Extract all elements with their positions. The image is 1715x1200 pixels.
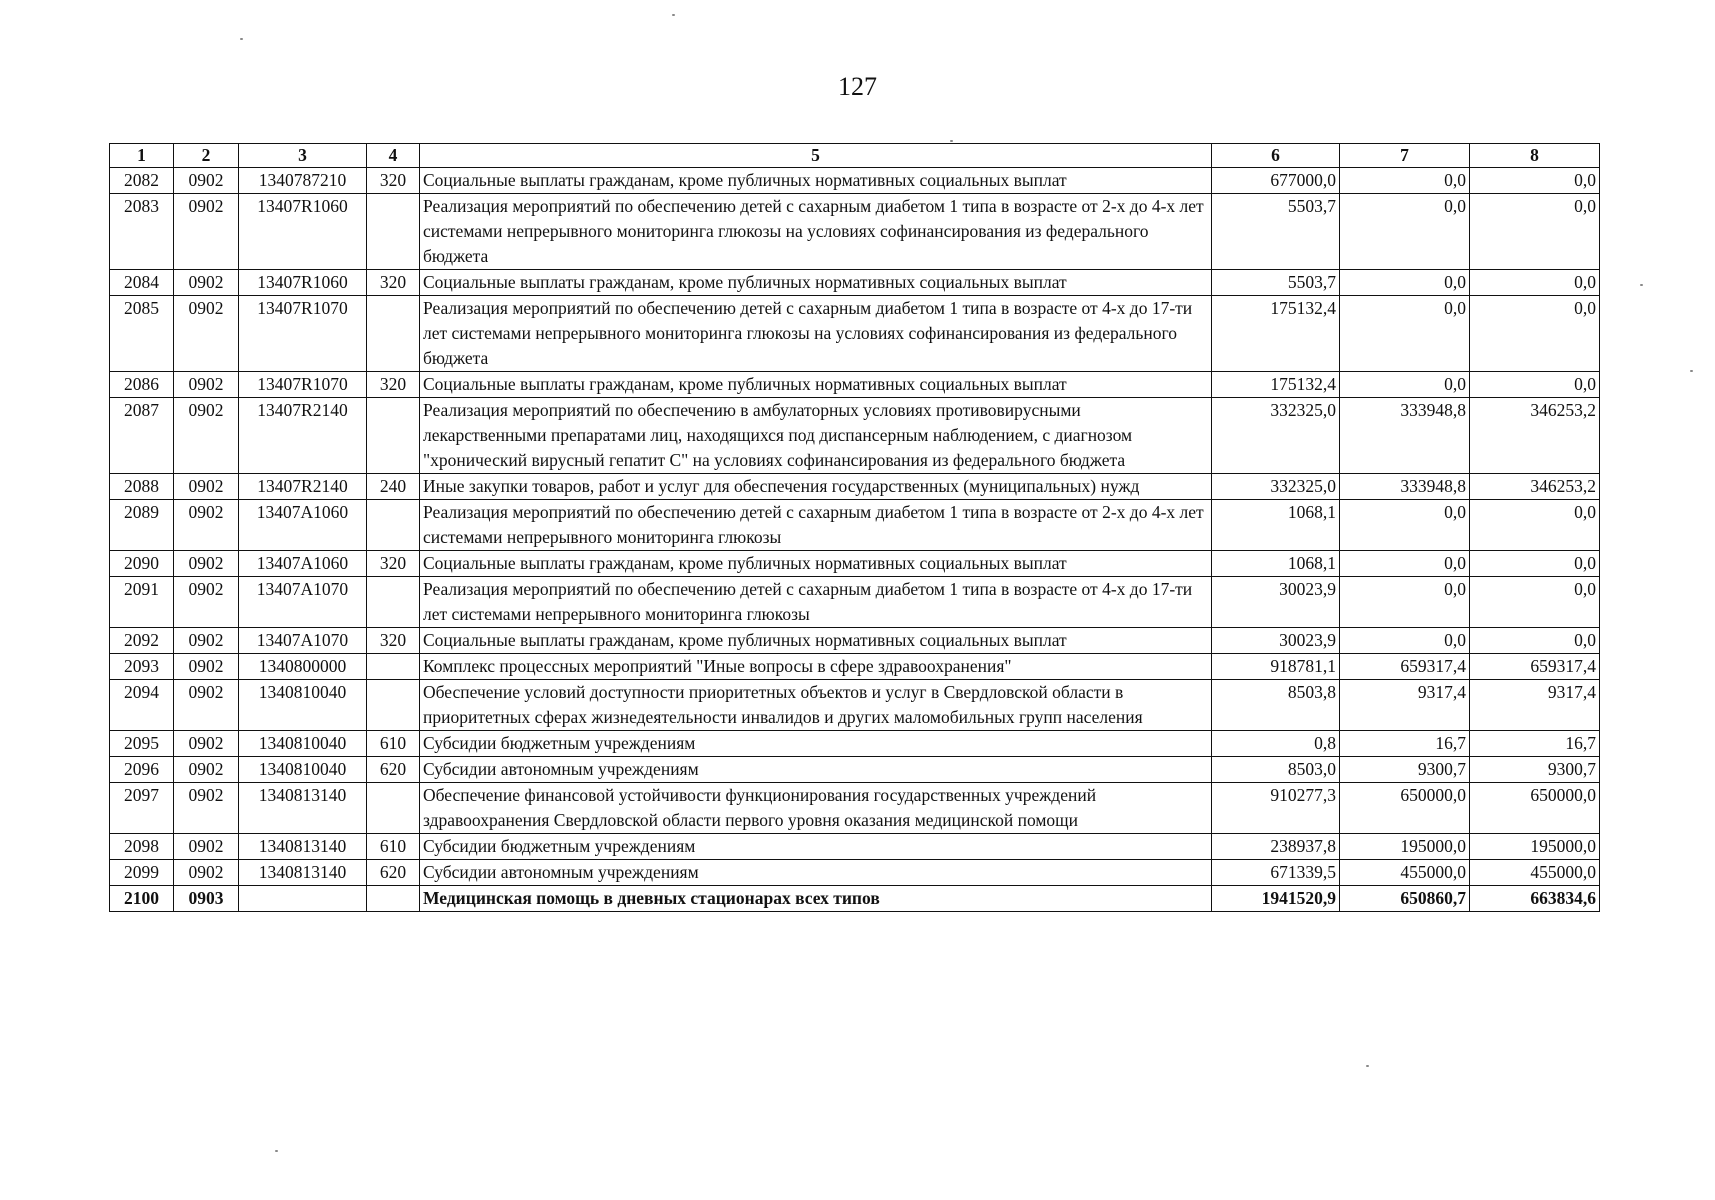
table-row: [110, 500, 1600, 551]
amount-year2-cell: 9300,7: [1340, 757, 1470, 783]
description-cell: Социальные выплаты гражданам, кроме публичных нормативных социальных выплат: [420, 168, 1212, 194]
description-cell: Субсидии автономным учреждениям: [420, 860, 1212, 886]
target-code-cell: 13407A1060: [239, 500, 367, 551]
amount-year2-cell: 0,0: [1340, 168, 1470, 194]
column-header: 3: [239, 144, 367, 168]
expense-kind-cell: [367, 783, 420, 834]
description-cell: Реализация мероприятий по обеспечению детей с сахарным диабетом 1 типа в возрасте от 2-х до 4-х лет системами непрерывного мониторинга глюкозы: [420, 500, 1212, 551]
expense-kind-cell: [367, 296, 420, 372]
expense-kind-cell: 320: [367, 168, 420, 194]
scan-speck: [950, 140, 953, 142]
amount-year3-cell: 663834,6: [1470, 886, 1600, 912]
target-code-cell: 1340810040: [239, 680, 367, 731]
amount-year3-cell: 16,7: [1470, 731, 1600, 757]
amount-year3-cell: 346253,2: [1470, 474, 1600, 500]
expense-kind-cell: 610: [367, 834, 420, 860]
amount-year2-cell: 659317,4: [1340, 654, 1470, 680]
amount-year3-cell: 650000,0: [1470, 783, 1600, 834]
amount-year2-cell: 9317,4: [1340, 680, 1470, 731]
target-code-cell: 13407A1060: [239, 551, 367, 577]
description-cell: Обеспечение условий доступности приоритетных объектов и услуг в Свердловской области в приоритетных сферах жизнедеятельности инвалидов и других маломобильных групп населения: [420, 680, 1212, 731]
amount-year2-cell: 0,0: [1340, 577, 1470, 628]
section-code-cell: 0903: [174, 886, 239, 912]
expense-kind-cell: 320: [367, 551, 420, 577]
column-header: 1: [110, 144, 174, 168]
amount-year3-cell: 0,0: [1470, 500, 1600, 551]
target-code-cell: 1340813140: [239, 783, 367, 834]
amount-year2-cell: 333948,8: [1340, 474, 1470, 500]
scan-speck: [1640, 284, 1643, 286]
amount-year1-cell: 5503,7: [1212, 194, 1340, 270]
row-number-cell: 2084: [110, 270, 174, 296]
column-header: 5: [420, 144, 1212, 168]
row-number-cell: 2090: [110, 551, 174, 577]
target-code-cell: [239, 886, 367, 912]
amount-year2-cell: 333948,8: [1340, 398, 1470, 474]
description-cell: Реализация мероприятий по обеспечению детей с сахарным диабетом 1 типа в возрасте от 2-х до 4-х лет системами непрерывного мониторинга глюкозы на условиях софинансирования из федерального бюджета: [420, 194, 1212, 270]
expense-kind-cell: [367, 680, 420, 731]
row-number-cell: 2098: [110, 834, 174, 860]
amount-year1-cell: 677000,0: [1212, 168, 1340, 194]
expense-kind-cell: [367, 886, 420, 912]
section-code-cell: 0902: [174, 628, 239, 654]
amount-year1-cell: 332325,0: [1212, 474, 1340, 500]
amount-year3-cell: 455000,0: [1470, 860, 1600, 886]
table-row: [110, 551, 1600, 577]
section-code-cell: 0902: [174, 551, 239, 577]
target-code-cell: 1340813140: [239, 860, 367, 886]
scan-speck: [1366, 1065, 1369, 1067]
description-cell: Иные закупки товаров, работ и услуг для обеспечения государственных (муниципальных) нужд: [420, 474, 1212, 500]
target-code-cell: 1340810040: [239, 731, 367, 757]
scan-speck: [275, 1150, 278, 1152]
table-row: [110, 680, 1600, 731]
amount-year3-cell: 0,0: [1470, 296, 1600, 372]
section-code-cell: 0902: [174, 834, 239, 860]
amount-year2-cell: 455000,0: [1340, 860, 1470, 886]
table-body: [110, 168, 1600, 912]
amount-year2-cell: 16,7: [1340, 731, 1470, 757]
section-code-cell: 0902: [174, 168, 239, 194]
section-code-cell: 0902: [174, 500, 239, 551]
amount-year2-cell: 0,0: [1340, 194, 1470, 270]
table-row: [110, 270, 1600, 296]
expense-kind-cell: [367, 194, 420, 270]
amount-year2-cell: 650000,0: [1340, 783, 1470, 834]
row-number-cell: 2093: [110, 654, 174, 680]
row-number-cell: 2089: [110, 500, 174, 551]
expense-kind-cell: 620: [367, 860, 420, 886]
expense-kind-cell: 320: [367, 628, 420, 654]
amount-year1-cell: 8503,0: [1212, 757, 1340, 783]
amount-year3-cell: 0,0: [1470, 628, 1600, 654]
target-code-cell: 13407R2140: [239, 398, 367, 474]
amount-year3-cell: 659317,4: [1470, 654, 1600, 680]
target-code-cell: 13407A1070: [239, 628, 367, 654]
amount-year1-cell: 332325,0: [1212, 398, 1340, 474]
expense-kind-cell: 320: [367, 270, 420, 296]
target-code-cell: 13407R1060: [239, 270, 367, 296]
row-number-cell: 2086: [110, 372, 174, 398]
description-cell: Реализация мероприятий по обеспечению в амбулаторных условиях противовирусными лекарственными препаратами лиц, находящихся под диспансерным наблюдением, с диагнозом "хронический вирусный гепатит С" на условиях софинансирования из федерального бюджета: [420, 398, 1212, 474]
table-row: [110, 194, 1600, 270]
expense-kind-cell: [367, 398, 420, 474]
amount-year2-cell: 0,0: [1340, 296, 1470, 372]
target-code-cell: 1340787210: [239, 168, 367, 194]
amount-year2-cell: 195000,0: [1340, 834, 1470, 860]
section-code-cell: 0902: [174, 680, 239, 731]
table-row: [110, 834, 1600, 860]
amount-year1-cell: 1068,1: [1212, 500, 1340, 551]
amount-year3-cell: 0,0: [1470, 577, 1600, 628]
row-number-cell: 2092: [110, 628, 174, 654]
target-code-cell: 13407A1070: [239, 577, 367, 628]
amount-year1-cell: 175132,4: [1212, 296, 1340, 372]
row-number-cell: 2100: [110, 886, 174, 912]
amount-year3-cell: 9300,7: [1470, 757, 1600, 783]
amount-year3-cell: 195000,0: [1470, 834, 1600, 860]
table-row: [110, 577, 1600, 628]
table-row: [110, 168, 1600, 194]
amount-year2-cell: 0,0: [1340, 372, 1470, 398]
section-code-cell: 0902: [174, 270, 239, 296]
column-header: 7: [1340, 144, 1470, 168]
column-header: 4: [367, 144, 420, 168]
budget-table: [109, 143, 1600, 912]
table-row: [110, 654, 1600, 680]
target-code-cell: 1340800000: [239, 654, 367, 680]
description-cell: Комплекс процессных мероприятий "Иные вопросы в сфере здравоохранения": [420, 654, 1212, 680]
row-number-cell: 2087: [110, 398, 174, 474]
description-cell: Субсидии бюджетным учреждениям: [420, 834, 1212, 860]
scan-speck: [1690, 370, 1693, 372]
target-code-cell: 13407R1060: [239, 194, 367, 270]
table-row: [110, 783, 1600, 834]
expense-kind-cell: 620: [367, 757, 420, 783]
table-row: [110, 372, 1600, 398]
column-number-row: [110, 144, 1600, 168]
column-header: 6: [1212, 144, 1340, 168]
section-code-cell: 0902: [174, 654, 239, 680]
target-code-cell: 1340810040: [239, 757, 367, 783]
row-number-cell: 2095: [110, 731, 174, 757]
amount-year1-cell: 0,8: [1212, 731, 1340, 757]
description-cell: Социальные выплаты гражданам, кроме публичных нормативных социальных выплат: [420, 270, 1212, 296]
row-number-cell: 2097: [110, 783, 174, 834]
section-code-cell: 0902: [174, 296, 239, 372]
amount-year2-cell: 0,0: [1340, 270, 1470, 296]
row-number-cell: 2083: [110, 194, 174, 270]
amount-year3-cell: 0,0: [1470, 194, 1600, 270]
table-row: [110, 860, 1600, 886]
section-code-cell: 0902: [174, 757, 239, 783]
section-code-cell: 0902: [174, 860, 239, 886]
row-number-cell: 2091: [110, 577, 174, 628]
row-number-cell: 2082: [110, 168, 174, 194]
amount-year1-cell: 30023,9: [1212, 628, 1340, 654]
amount-year3-cell: 346253,2: [1470, 398, 1600, 474]
amount-year2-cell: 0,0: [1340, 628, 1470, 654]
amount-year3-cell: 0,0: [1470, 270, 1600, 296]
amount-year3-cell: 0,0: [1470, 372, 1600, 398]
section-code-cell: 0902: [174, 474, 239, 500]
table-row-total: [110, 886, 1600, 912]
table-row: [110, 628, 1600, 654]
amount-year1-cell: 918781,1: [1212, 654, 1340, 680]
target-code-cell: 13407R1070: [239, 296, 367, 372]
amount-year1-cell: 175132,4: [1212, 372, 1340, 398]
expense-kind-cell: [367, 577, 420, 628]
row-number-cell: 2094: [110, 680, 174, 731]
row-number-cell: 2088: [110, 474, 174, 500]
amount-year1-cell: 1068,1: [1212, 551, 1340, 577]
row-number-cell: 2096: [110, 757, 174, 783]
section-code-cell: 0902: [174, 398, 239, 474]
expense-kind-cell: 610: [367, 731, 420, 757]
description-cell: Социальные выплаты гражданам, кроме публичных нормативных социальных выплат: [420, 551, 1212, 577]
expense-kind-cell: 320: [367, 372, 420, 398]
amount-year1-cell: 30023,9: [1212, 577, 1340, 628]
expense-kind-cell: 240: [367, 474, 420, 500]
column-header: 2: [174, 144, 239, 168]
amount-year3-cell: 0,0: [1470, 168, 1600, 194]
amount-year1-cell: 1941520,9: [1212, 886, 1340, 912]
target-code-cell: 13407R2140: [239, 474, 367, 500]
description-cell: Социальные выплаты гражданам, кроме публичных нормативных социальных выплат: [420, 628, 1212, 654]
table-row: [110, 398, 1600, 474]
amount-year2-cell: 0,0: [1340, 500, 1470, 551]
amount-year1-cell: 5503,7: [1212, 270, 1340, 296]
description-cell: Реализация мероприятий по обеспечению детей с сахарным диабетом 1 типа в возрасте от 4-х до 17-ти лет системами непрерывного мониторинга глюкозы на условиях софинансирования из федерального бюджета: [420, 296, 1212, 372]
amount-year3-cell: 0,0: [1470, 551, 1600, 577]
scan-speck: [672, 14, 675, 16]
column-header: 8: [1470, 144, 1600, 168]
amount-year2-cell: 650860,7: [1340, 886, 1470, 912]
section-code-cell: 0902: [174, 194, 239, 270]
section-code-cell: 0902: [174, 372, 239, 398]
table-row: [110, 474, 1600, 500]
description-cell: Обеспечение финансовой устойчивости функционирования государственных учреждений здравоохранения Свердловской области первого уровня оказания медицинской помощи: [420, 783, 1212, 834]
expense-kind-cell: [367, 500, 420, 551]
description-cell: Субсидии автономным учреждениям: [420, 757, 1212, 783]
section-code-cell: 0902: [174, 783, 239, 834]
section-code-cell: 0902: [174, 577, 239, 628]
target-code-cell: 1340813140: [239, 834, 367, 860]
description-cell: Медицинская помощь в дневных стационарах всех типов: [420, 886, 1212, 912]
row-number-cell: 2099: [110, 860, 174, 886]
amount-year1-cell: 8503,8: [1212, 680, 1340, 731]
target-code-cell: 13407R1070: [239, 372, 367, 398]
amount-year1-cell: 910277,3: [1212, 783, 1340, 834]
amount-year1-cell: 238937,8: [1212, 834, 1340, 860]
table-row: [110, 757, 1600, 783]
table-row: [110, 296, 1600, 372]
description-cell: Реализация мероприятий по обеспечению детей с сахарным диабетом 1 типа в возрасте от 4-х до 17-ти лет системами непрерывного мониторинга глюкозы: [420, 577, 1212, 628]
amount-year3-cell: 9317,4: [1470, 680, 1600, 731]
section-code-cell: 0902: [174, 731, 239, 757]
amount-year1-cell: 671339,5: [1212, 860, 1340, 886]
page-number: 127: [838, 72, 877, 101]
table-row: [110, 731, 1600, 757]
scan-speck: [240, 38, 243, 40]
expense-kind-cell: [367, 654, 420, 680]
amount-year2-cell: 0,0: [1340, 551, 1470, 577]
description-cell: Социальные выплаты гражданам, кроме публичных нормативных социальных выплат: [420, 372, 1212, 398]
row-number-cell: 2085: [110, 296, 174, 372]
description-cell: Субсидии бюджетным учреждениям: [420, 731, 1212, 757]
